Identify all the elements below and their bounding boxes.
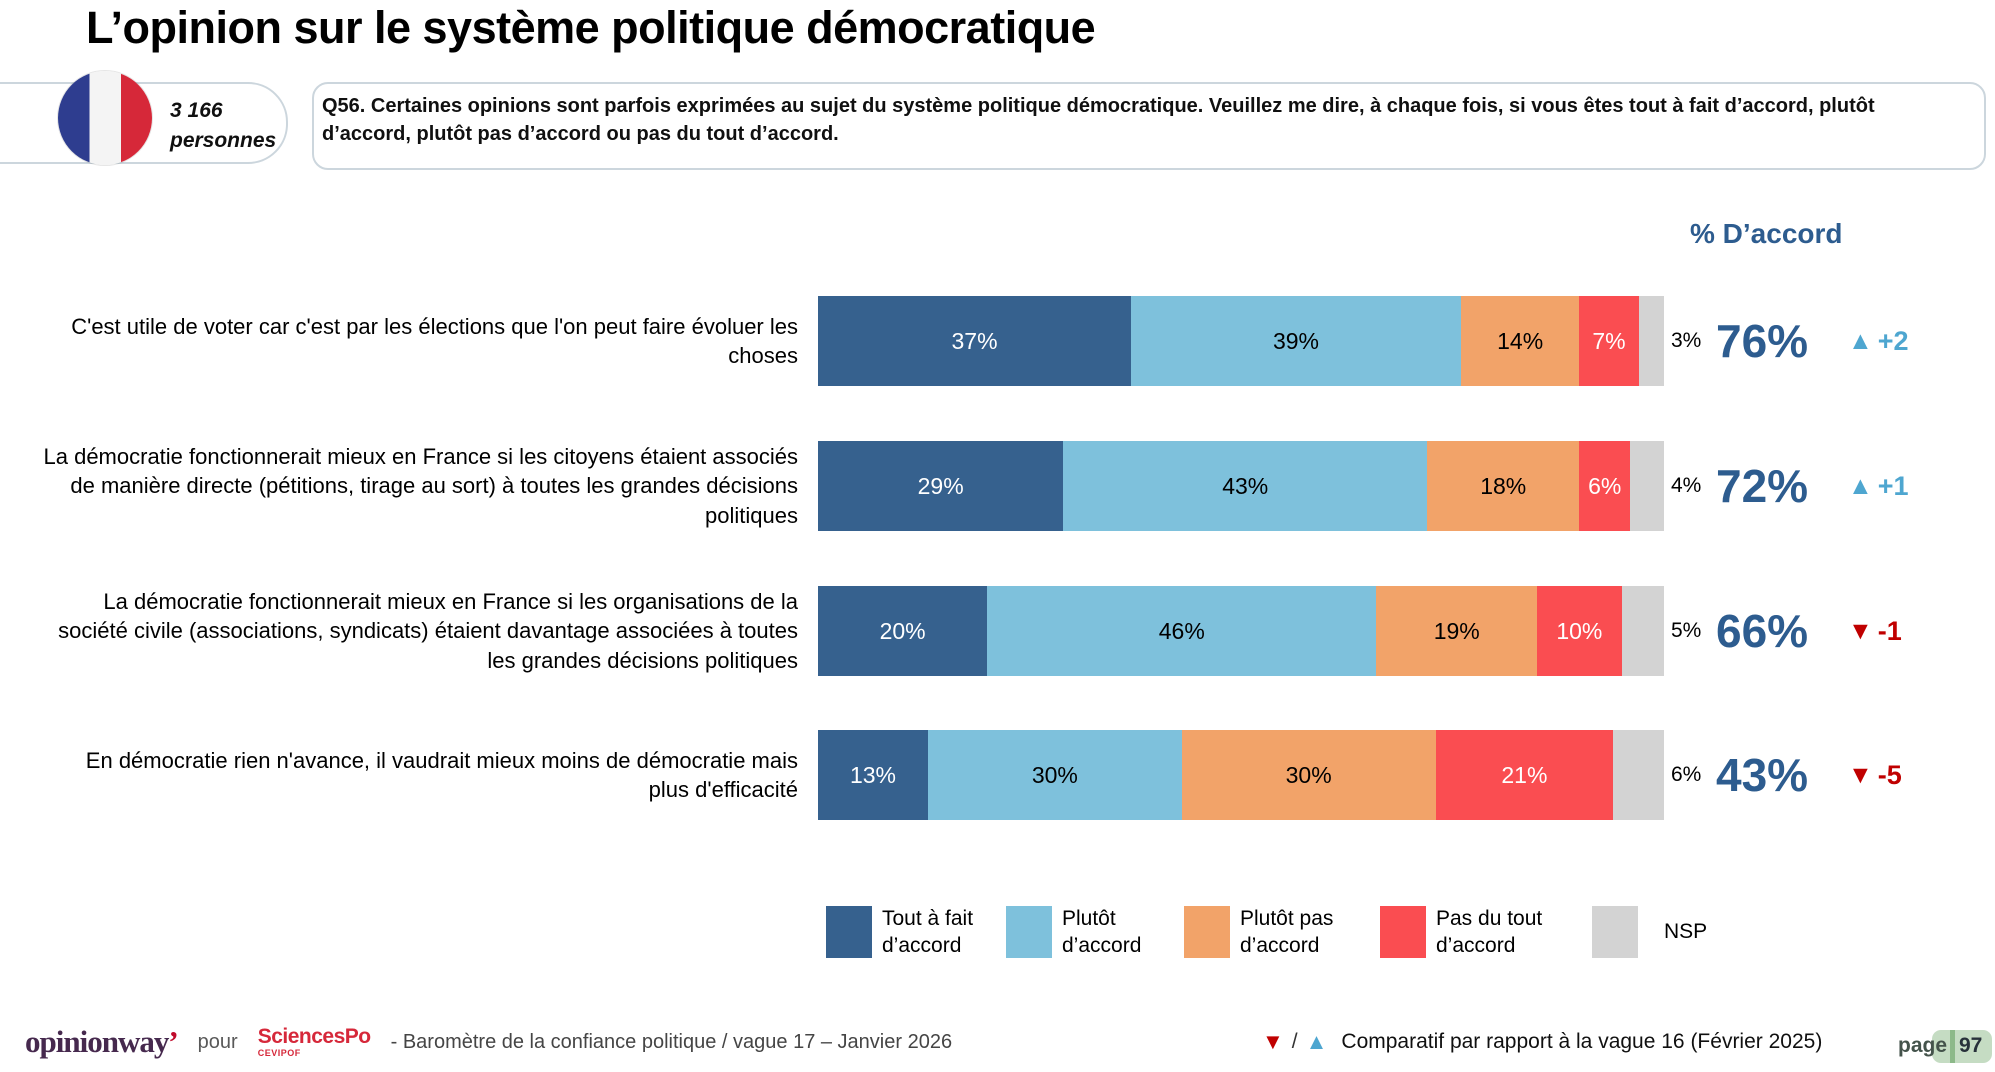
row-label: En démocratie rien n'avance, il vaudrait mieux moins de démocratie mais plus d'efficacité — [85, 747, 798, 802]
bar-segment — [1461, 296, 1579, 386]
legend-item — [1184, 906, 1380, 960]
bar-segment — [1622, 586, 1664, 676]
page-label: page — [1898, 1034, 1948, 1057]
delta-value: -5 — [1877, 759, 1902, 790]
accord-total — [1716, 314, 1909, 368]
segment-value-label: 46% — [1158, 617, 1205, 644]
chart-row — [0, 441, 1995, 531]
segment-value-label: 39% — [1272, 327, 1319, 354]
segment-value-label: 18% — [1480, 472, 1527, 499]
footer-pour: pour — [197, 1030, 238, 1053]
footer-left — [25, 1024, 952, 1060]
bar-segment — [928, 730, 1182, 820]
segment-value-label: 6% — [1588, 472, 1622, 499]
up-triangle-icon: ▲ — [1848, 326, 1873, 355]
sample-count: 3 166 — [170, 99, 223, 122]
comparatif-note: ▼ / ▲ Comparatif par rapport à la vague 16 (Février 2025) — [1262, 1029, 1823, 1054]
bar-segment — [1131, 296, 1461, 386]
segment-value-label: 14% — [1497, 327, 1544, 354]
segment-value-label: 3% — [1671, 329, 1702, 352]
accord-column-header: % D’accord — [1690, 218, 1843, 249]
bar-segment — [1063, 441, 1427, 531]
logo-apostrophe: ’ — [168, 1024, 178, 1059]
segment-value-label: 10% — [1556, 617, 1603, 644]
segment-value-label: 21% — [1501, 761, 1548, 788]
legend-swatch — [1380, 906, 1426, 958]
accord-percent: 72% — [1716, 460, 1809, 512]
accord-total — [1716, 604, 1902, 658]
segment-value-label: 29% — [917, 472, 964, 499]
legend-item — [1592, 906, 1707, 960]
up-triangle-icon: ▲ — [1305, 1029, 1328, 1054]
row-label: La démocratie fonctionnerait mieux en France si les citoyens étaient associés de manière directe (pétitions, tirage au sort) à toutes les grandes décisions politiques — [43, 444, 798, 528]
bar-segment — [987, 586, 1376, 676]
legend-label: Plutôt d’accord — [1062, 907, 1142, 957]
stacked-bar — [818, 441, 1702, 531]
row-label: C'est utile de voter car c'est par les élections que l'on peut faire évoluer les choses — [71, 313, 798, 368]
segment-value-label: 30% — [1031, 761, 1078, 788]
bar-segment — [1613, 730, 1664, 820]
up-triangle-icon: ▲ — [1848, 471, 1873, 500]
chart-row — [0, 296, 1995, 386]
legend-label: Pas du tout d’accord — [1436, 907, 1543, 957]
segment-value-label: 4% — [1671, 474, 1702, 497]
legend-swatch — [1006, 906, 1052, 958]
accord-total — [1716, 459, 1909, 513]
page-number: 97 — [1959, 1034, 1983, 1057]
bar-segment — [1579, 441, 1630, 531]
accord-percent: 76% — [1716, 315, 1809, 367]
page-title: L’opinion sur le système politique démocratique — [86, 2, 1096, 53]
delta-value: -1 — [1877, 615, 1902, 646]
row-label: La démocratie fonctionnerait mieux en France si les organisations de la société civile (associations, syndicats) étaient davantage associées à toutes les grandes décisions politiques — [58, 589, 798, 673]
legend-swatch — [1184, 906, 1230, 958]
bar-segment — [1630, 441, 1664, 531]
bar-segment — [818, 586, 987, 676]
segment-value-label: 5% — [1671, 619, 1702, 642]
accord-total — [1716, 748, 1902, 802]
delta-value: +2 — [1877, 325, 1909, 356]
segment-value-label: 6% — [1671, 763, 1702, 786]
chart-row — [0, 730, 1995, 820]
segment-value-label: 7% — [1592, 327, 1626, 354]
legend-item — [1380, 906, 1592, 960]
page-indicator — [1898, 1030, 1992, 1063]
comparatif-text: Comparatif par rapport à la vague 16 (Février 2025) — [1341, 1030, 1823, 1053]
accord-percent: 43% — [1716, 749, 1809, 801]
accord-percent: 66% — [1716, 605, 1809, 657]
study-reference: - Baromètre de la confiance politique / vague 17 – Janvier 2026 — [390, 1030, 953, 1053]
sample-size — [170, 96, 276, 157]
bar-segment — [1436, 730, 1614, 820]
down-triangle-icon: ▼ — [1848, 760, 1873, 789]
bar-segment — [1427, 441, 1579, 531]
bar-segment — [818, 441, 1063, 531]
segment-value-label: 30% — [1285, 761, 1332, 788]
segment-value-label: 19% — [1433, 617, 1480, 644]
down-triangle-icon: ▼ — [1848, 616, 1873, 645]
france-flag-icon — [58, 71, 152, 165]
bar-segment — [1579, 296, 1638, 386]
segment-value-label: 20% — [879, 617, 926, 644]
chart-row — [0, 586, 1995, 676]
bar-segment — [1639, 296, 1664, 386]
segment-value-label: 37% — [951, 327, 998, 354]
bar-segment — [1182, 730, 1436, 820]
segment-value-label: 43% — [1222, 472, 1269, 499]
sample-unit: personnes — [170, 129, 277, 153]
opinionway-logo: opinionway’ — [25, 1024, 178, 1059]
legend-swatch — [1592, 906, 1638, 958]
bar-segment — [1376, 586, 1537, 676]
stacked-bar — [818, 730, 1702, 820]
legend-label: NSP — [1664, 920, 1708, 944]
stacked-bar — [818, 586, 1702, 676]
legend-swatch — [826, 906, 872, 958]
legend-label: Tout à fait d’accord — [882, 907, 974, 957]
page-badge-divider — [1950, 1030, 1955, 1063]
bar-segment — [818, 296, 1131, 386]
legend-item — [826, 906, 1006, 960]
delta-value: +1 — [1877, 470, 1909, 501]
segment-value-label: 13% — [849, 761, 896, 788]
legend-label: Plutôt pas d’accord — [1240, 907, 1334, 957]
chart-legend — [826, 906, 1707, 960]
legend-item — [1006, 906, 1184, 960]
bar-segment — [818, 730, 928, 820]
bar-segment — [1537, 586, 1622, 676]
sciencespo-logo: SciencesPo CEVIPOF — [257, 1025, 371, 1058]
down-triangle-icon: ▼ — [1262, 1029, 1284, 1054]
question-text: Q56. Certaines opinions sont parfois exprimées au sujet du système politique démocratique. Veuillez me dire, à chaque fois, si vous êtes tout à fait d’accord, plutôt d’accord, plutôt pas d’accord ou pas du tout d’accord. — [322, 95, 1875, 146]
stacked-bar — [818, 296, 1702, 386]
